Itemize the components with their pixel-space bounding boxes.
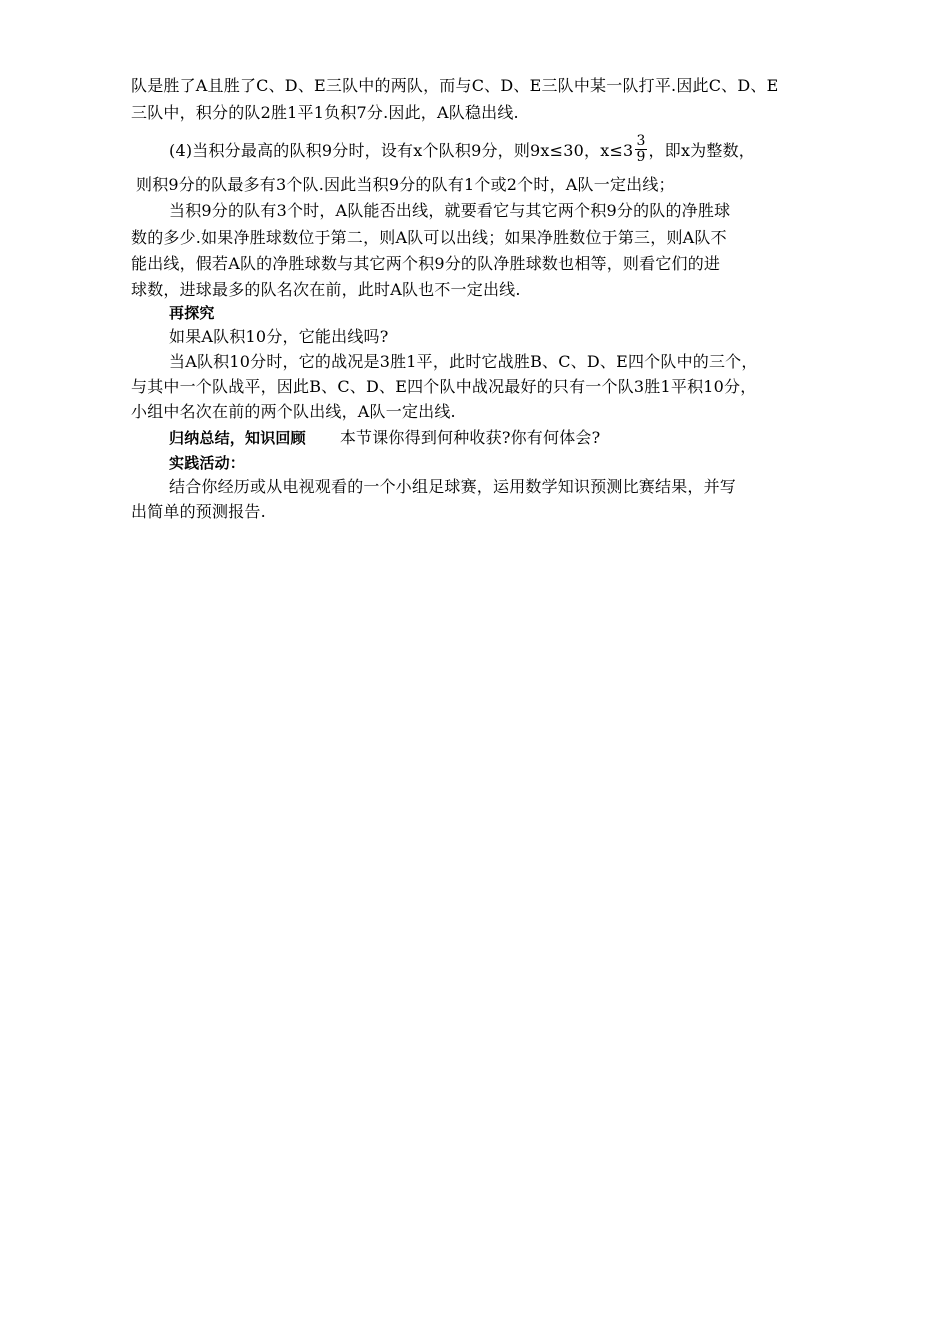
text-line-4: 则积9分的队最多有3个队.因此当积9分的队有1个或2个时，A队一定出线； [136, 175, 675, 194]
text-line-7: 能出线，假若A队的净胜球数与其它两个积9分的队净胜球数也相等，则看它们的进 [131, 254, 721, 273]
text-line-3-end: ，即x为整数， [648, 141, 755, 160]
text-line-13: 本节课你得到何种收获?你有何体会? [339, 428, 601, 447]
text-line-1: 队是胜了A且胜了C、D、E三队中的两队，而与C、D、E三队中某一队打平.因此C、D、E [131, 76, 779, 95]
heading-further-exploration: 再探究 [169, 304, 215, 322]
fraction-numerator: 3 [636, 133, 646, 149]
text-line-8: 球数，进球最多的队名次在前，此时A队也不一定出线. [131, 280, 521, 299]
text-line-15: 出简单的预测报告. [131, 502, 266, 521]
text-line-11: 与其中一个队战平，因此B、C、D、E四个队中战况最好的只有一个队3胜1平积10分， [131, 377, 757, 396]
text-line-5: 当积9分的队有3个时，A队能否出线，就要看它与其它两个积9分的队的净胜球 [169, 201, 731, 220]
text-line-14: 结合你经历或从电视观看的一个小组足球赛，运用数学知识预测比赛结果，并写 [169, 477, 737, 496]
text-line-12: 小组中名次在前的两个队出线，A队一定出线. [131, 402, 456, 421]
fraction [635, 134, 646, 165]
heading-practice-activity: 实践活动： [169, 454, 246, 472]
text-line-9: 如果A队积10分，它能出线吗? [169, 327, 389, 346]
text-line-3 [169, 133, 841, 167]
text-line-3-start: (4)当积分最高的队积9分时，设有x个队积9分，则9x≤30，x≤3 [169, 141, 634, 160]
text-line-2: 三队中，积分的队2胜1平1负积7分.因此，A队稳出线. [131, 103, 519, 122]
heading-summary-review: 归纳总结，知识回顾 [169, 429, 306, 447]
fraction-denominator: 9 [636, 149, 646, 165]
summary-line [169, 426, 841, 450]
text-line-6: 数的多少.如果净胜球数位于第二，则A队可以出线；如果净胜数位于第三，则A队不 [131, 228, 727, 247]
text-line-10: 当A队积10分时，它的战况是3胜1平，此时它战胜B、C、D、E四个队中的三个， [169, 352, 758, 371]
